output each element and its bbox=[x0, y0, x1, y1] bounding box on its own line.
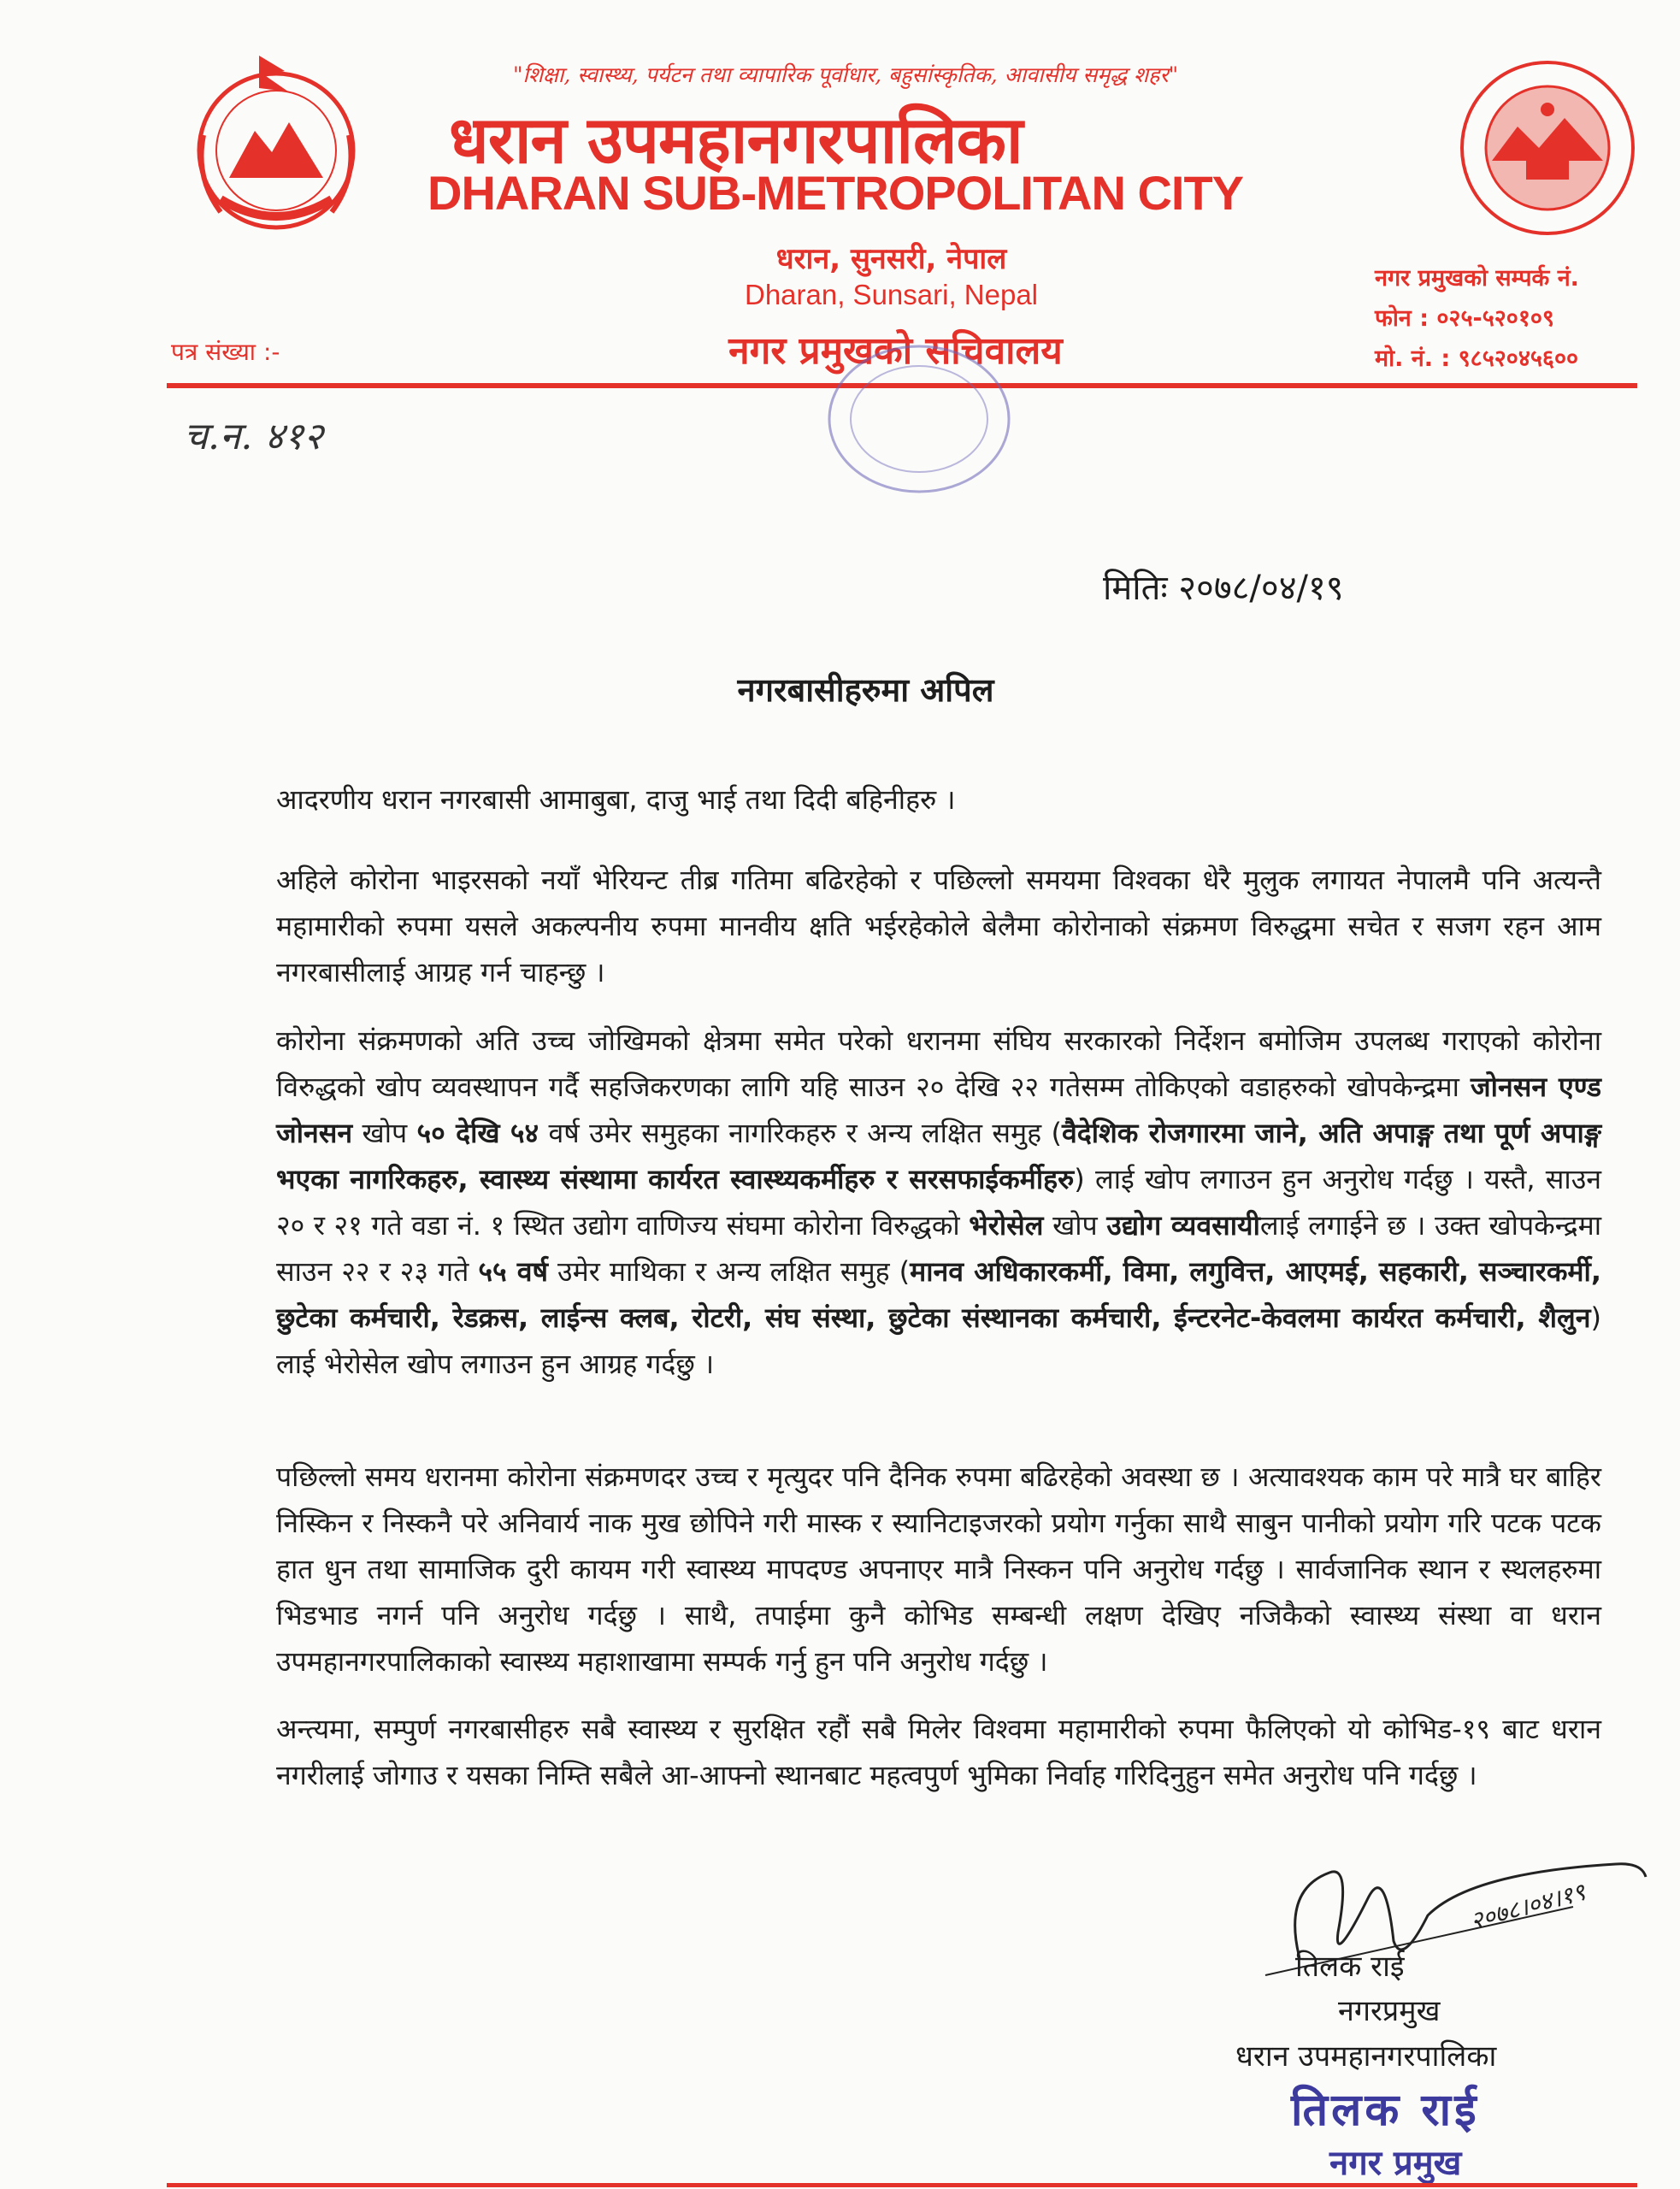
contact-heading: नगर प्रमुखको सम्पर्क नं. bbox=[1375, 265, 1579, 292]
paragraph-3: पछिल्लो समय धरानमा कोरोना संक्रमणदर उच्च र मृत्युदर पनि दैनिक रुपमा बढिरहेको अवस्था छ । अत्यावश्यक काम परे मात्रै घर बाहिर निस्किन र निस्कनै परे अनिवार्य नाक मुख छोपिने गरी मास्क र स्यानिटाइजरको प्रयोग गर्नुका साथै साबुन पानीको प्रयोग गरि पटक पटक हात धुन तथा सामाजिक दुरी कायम गरी स्वास्थ्य मापदण्ड अपनाएर मात्रै निस्कन पनि अनुरोध गर्दछु । सार्वजानिक स्थान र स्थलहरुमा भिडभाड नगर्न पनि अनुरोध गर्दछु । साथै, तपाईमा कुनै कोभिड सम्बन्धी लक्षण देखिए नजिकैको स्वास्थ्य संस्था वा धरान उपमहानगरपालिकाको स्वास्थ्य महाशाखामा सम्पर्क गर्नु हुन पनि अनुरोध गर्दछु । bbox=[276, 1460, 1601, 1678]
stamp-title: नगर प्रमुख bbox=[1329, 2144, 1462, 2183]
paragraph-2: कोरोना संक्रमणको अति उच्च जोखिमको क्षेत्रमा समेत परेको धरानमा संघिय सरकारको निर्देशन बमोजिम उपलब्ध गराएको कोरोना विरुद्धको खोप व्यवस्थापन गर्दै सहजिकरणका लागि यहि साउन २० देखि २२ गतेसम्म तोकिएको वडाहरुको खोपकेन्द्रमा जोनसन एण्ड जोनसन खोप ५० देखि ५४ वर्ष उमेर समुहका नागरिकहरु र अन्य लक्षित समुह (वैदेशिक रोजगारमा जाने, अति अपाङ्ग तथा पूर्ण अपाङ्ग भएका नागरिकहरु, स्वास्थ्य संस्थामा कार्यरत स्वास्थ्यकर्मीहरु र सरसफाईकर्मीहरु) लाई खोप लगाउन हुन अनुरोध गर्दछु । यस्तै, साउन २० र २१ गते वडा नं. १ स्थित उद्योग वाणिज्य संघमा कोरोना विरुद्धको भेरोसेल खोप उद्योग व्यवसायीलाई लगाईने छ । उक्त खोपकेन्द्रमा साउन २२ र २३ गते ५५ वर्ष उमेर माथिका र अन्य लक्षित समुह (मानव अधिकारकर्मी, विमा, लगुवित्त, आएमई, सहकारी, सञ्चारकर्मी, छुटेका कर्मचारी, रेडक्रस, लाईन्स क्लब, रोटरी, संघ संस्था, छुटेका संस्थानका कर्मचारी, ईन्टरनेट-केवलमा कार्यरत कर्मचारी, शैलुन) लाई भेरोसेल खोप लगाउन हुन आग्रह गर्दछु । bbox=[276, 1024, 1602, 1380]
signatory-organization: धरान उपमहानगरपालिका bbox=[1235, 2039, 1497, 2074]
municipality-title-nepali: धरान उपमहानगरपालिका bbox=[449, 102, 1023, 178]
salutation: आदरणीय धरान नगरबासी आमाबुबा, दाजु भाई तथा दिदी बहिनीहरु । bbox=[276, 783, 956, 816]
office-name: नगर प्रमुखको सचिवालय bbox=[728, 329, 1063, 373]
address-english: Dharan, Sunsari, Nepal bbox=[744, 279, 1039, 310]
mayor-contact-block bbox=[1375, 258, 1579, 379]
paragraph-1: अहिले कोरोना भाइरसको नयाँ भेरियन्ट तीब्र गतिमा बढिरहेको र पछिल्लो समयमा विश्वका धेरै मुलुक लगायत नेपालमै पनि अत्यन्तै महामारीको रुपमा यसले अकल्पनीय रुपमा मानवीय क्षति भईरहेकोले बेलैमा कोरोनाको संक्रमण विरुद्धमा सचेत र सजग रहन आम नगरबासीलाई आग्रह गर्न चाहन्छु । bbox=[276, 864, 1601, 988]
letter-date: मितिः २०७८/०४/१९ bbox=[1103, 569, 1344, 608]
nepal-emblem-icon bbox=[186, 50, 366, 246]
reference-number-handwritten: च.न. ४१२ bbox=[184, 415, 323, 458]
contact-phone: फोन : ०२५-५२०१०९ bbox=[1375, 305, 1554, 332]
contact-mobile: मो. नं. : ९८५२०४५६०० bbox=[1375, 345, 1579, 372]
paragraph-4: अन्त्यमा, सम्पुर्ण नगरबासीहरु सबै स्वास्थ्य र सुरक्षित रहौं सबै मिलेर विश्वमा महामारीको रुपमा फैलिएको यो कोभिड-१९ बाट धरान नगरीलाई जोगाउ र यसका निम्ति सबैले आ-आफ्नो स्थानबाट महत्वपुर्ण भुमिका निर्वाह गरिदिनुहुन समेत अनुरोध पनि गर्दछु । bbox=[276, 1713, 1601, 1791]
signatory-title: नगरप्रमुख bbox=[1338, 1994, 1441, 2028]
letter-number-label: पत्र संख्या :- bbox=[171, 338, 280, 366]
address-nepali: धरान, सुनसरी, नेपाल bbox=[775, 242, 1007, 276]
letterhead-motto: "शिक्षा, स्वास्थ्य, पर्यटन तथा व्यापारिक पूर्वाधार, बहुसांस्कृतिक, आवासीय समृद्ध शहर" bbox=[513, 62, 1179, 87]
dharan-municipal-seal-icon bbox=[1458, 58, 1637, 238]
signatory-name: तिलक राई bbox=[1295, 1950, 1405, 1984]
municipality-title-english: DHARAN SUB-METROPOLITAN CITY bbox=[427, 166, 1244, 220]
footer-divider bbox=[167, 2183, 1637, 2187]
letter-subject: नगरबासीहरुमा अपिल bbox=[737, 671, 994, 709]
signature-date-handwritten: २०७८।०४।१९ bbox=[1467, 1877, 1589, 1936]
stamp-name: तिलक राई bbox=[1291, 2085, 1480, 2136]
office-stamp-icon bbox=[821, 338, 1017, 500]
